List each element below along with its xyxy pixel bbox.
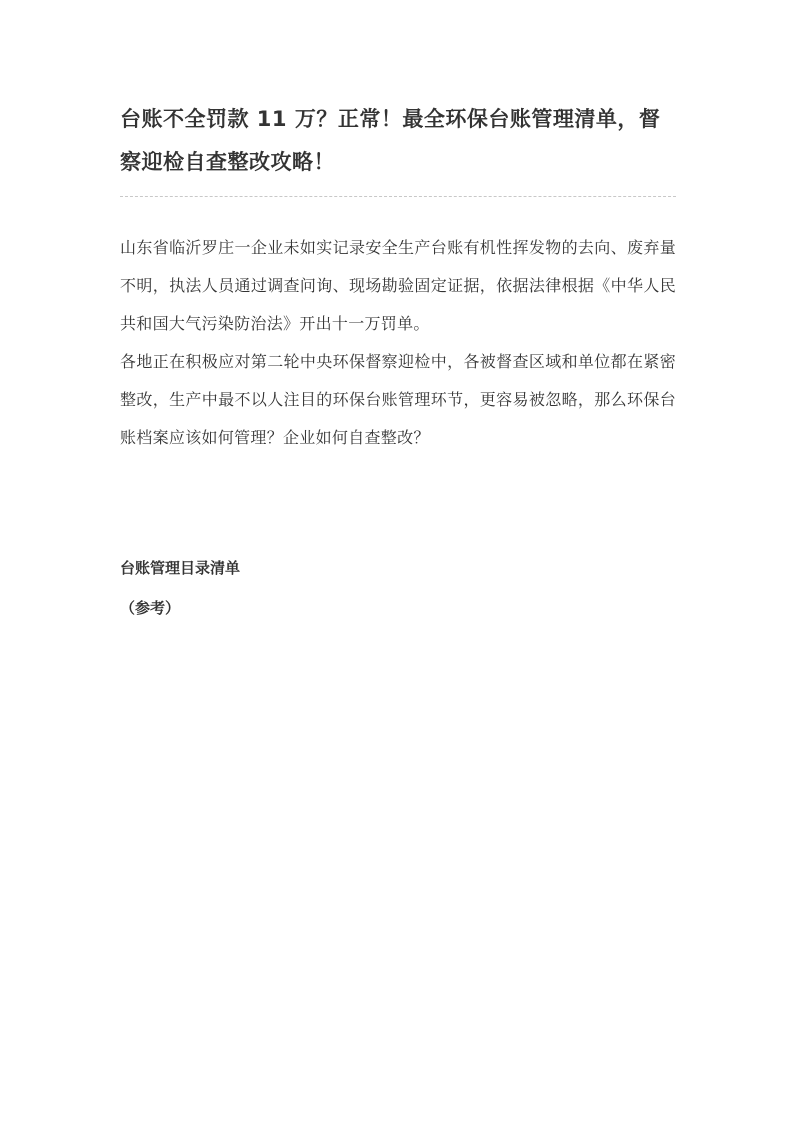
paragraph-intro: 山东省临沂罗庄一企业未如实记录安全生产台账有机性挥发物的去向、废弃量不明，执法人员通过调查问询、现场勘验固定证据，依据法律根据《中华人民共和国大气污染防治法》开出十一万罚单。 (120, 238, 676, 333)
title-divider (120, 196, 676, 197)
paragraph-inspection: 各地正在积极应对第二轮中央环保督察迎检中，各被督查区域和单位都在紧密整改，生产中最不以人注目的环保台账管理环节，更容易被忽略，那么环保台账档案应该如何管理？企业如何自查整改？ (120, 352, 676, 447)
section-note: （参考） (120, 599, 181, 617)
article-body (120, 229, 676, 457)
section-heading: 台账管理目录清单 (120, 559, 241, 577)
article-title: 台账不全罚款 11 万？正常！最全环保台账管理清单，督察迎检自查整改攻略！ (120, 107, 661, 174)
document-page (120, 98, 676, 619)
